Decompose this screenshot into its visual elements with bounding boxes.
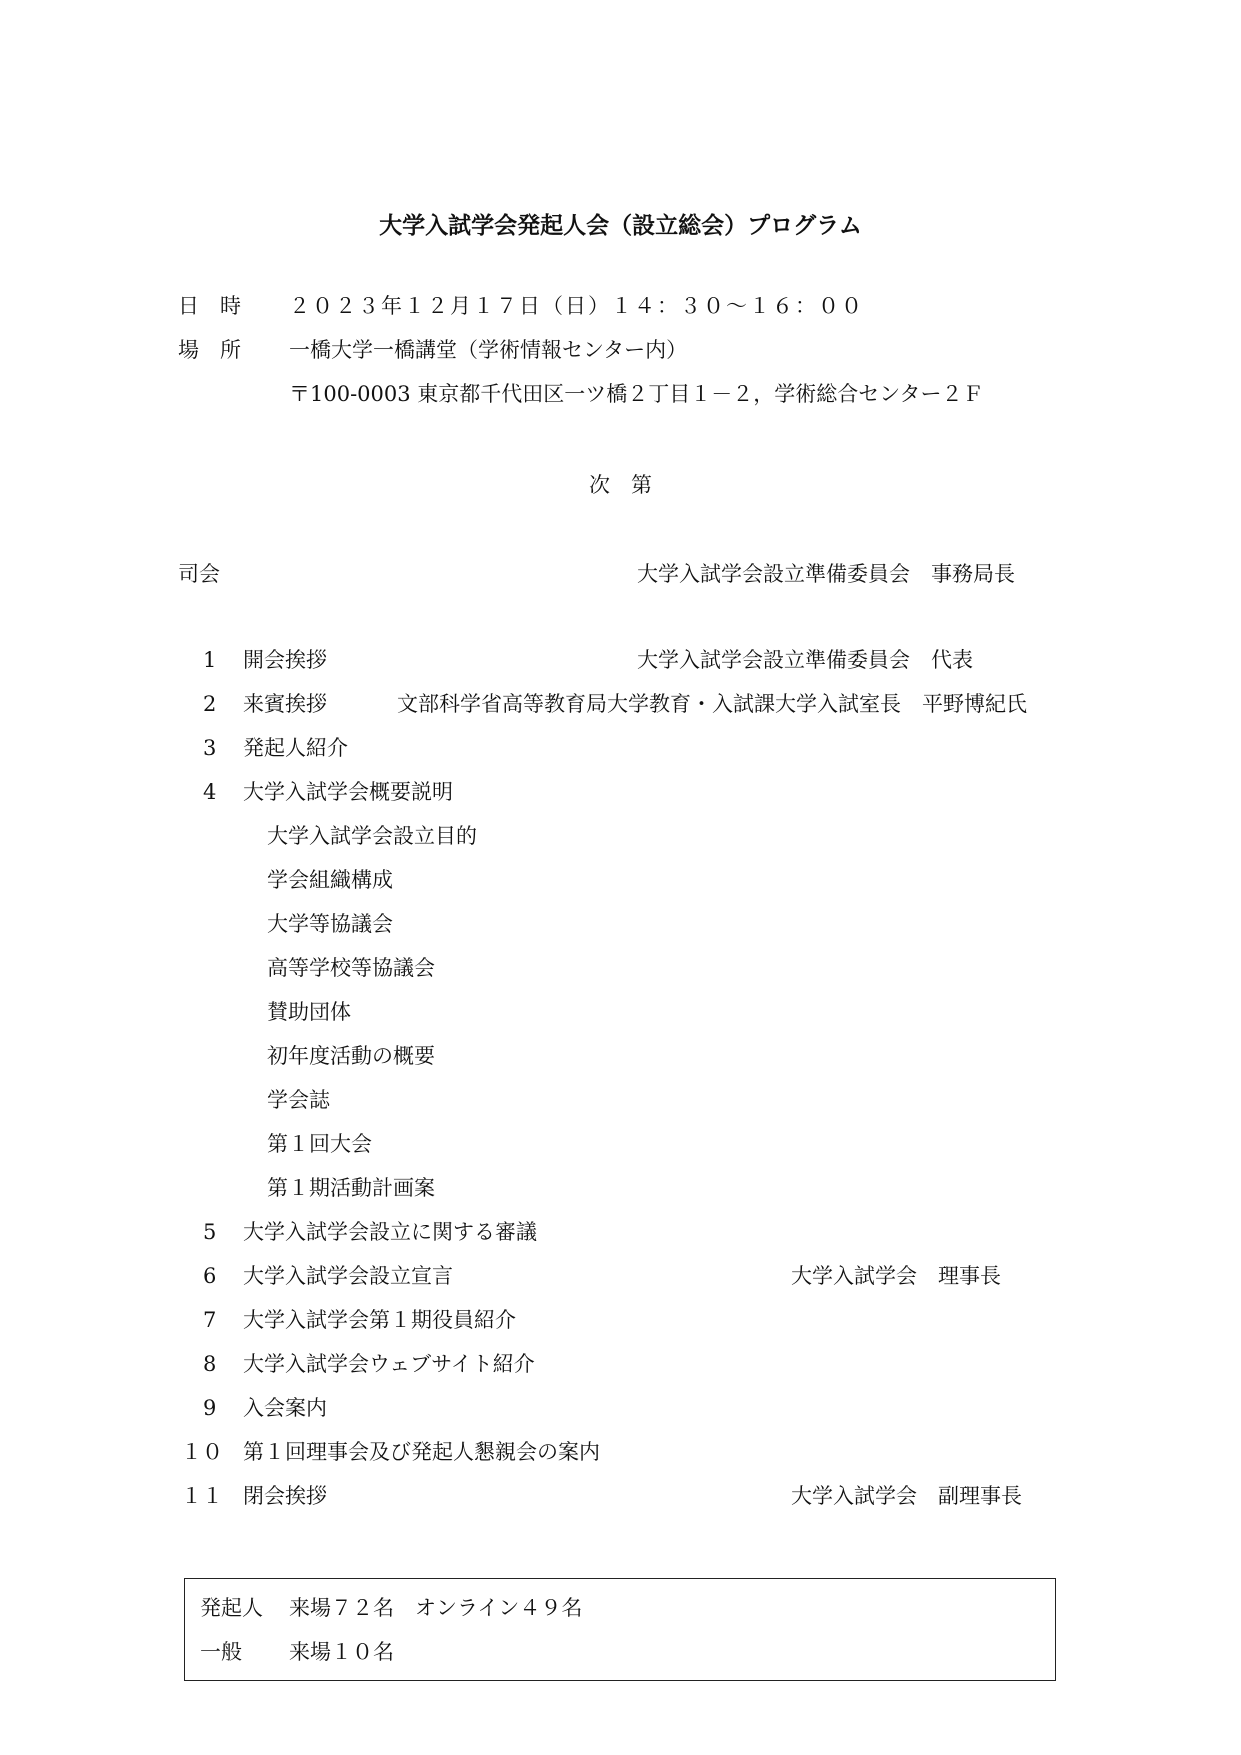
agenda-item-text: 来賓挨拶 xyxy=(243,692,327,716)
agenda-subitem: 第１期活動計画案 xyxy=(267,1176,435,1200)
agenda-item-number: 4 xyxy=(203,780,217,804)
agenda-item-number: 2 xyxy=(203,692,217,716)
agenda-item-text: 大学入試学会概要説明 xyxy=(243,780,453,804)
agenda-item-number: 5 xyxy=(203,1220,217,1244)
agenda-heading: 次 第 xyxy=(589,473,652,497)
agenda-item-text: 大学入試学会ウェブサイト紹介 xyxy=(243,1352,535,1376)
agenda-item-text: 大学入試学会第１期役員紹介 xyxy=(243,1308,516,1332)
place-address: 〒100-0003 東京都千代田区一ツ橋２丁目１－２，学術総合センター２Ｆ xyxy=(289,382,984,406)
agenda-item-number: 8 xyxy=(203,1352,217,1376)
agenda-subitem: 賛助団体 xyxy=(267,1000,351,1024)
agenda-item-text: 大学入試学会設立に関する審議 xyxy=(243,1220,537,1244)
agenda-item-text: 大学入試学会設立宣言 xyxy=(243,1264,453,1288)
agenda-subitem: 高等学校等協議会 xyxy=(267,956,435,980)
attendance-general-label: 一般 xyxy=(200,1640,242,1664)
attendance-box xyxy=(184,1578,1056,1681)
mc-label: 司会 xyxy=(178,562,220,586)
place-venue: 一橋大学一橋講堂（学術情報センター内） xyxy=(289,338,688,362)
agenda-subitem: 学会組織構成 xyxy=(267,868,393,892)
agenda-item-number: １０ xyxy=(181,1440,223,1464)
agenda-item-number: １１ xyxy=(181,1484,223,1508)
place-label: 場 所 xyxy=(178,338,241,362)
agenda-subitem: 初年度活動の概要 xyxy=(267,1044,435,1068)
agenda-item-person: 文部科学省高等教育局大学教育・入試課大学入試室長 平野博紀氏 xyxy=(397,692,1027,716)
agenda-item-person: 大学入試学会 理事長 xyxy=(791,1264,1001,1288)
agenda-item-person: 大学入試学会 副理事長 xyxy=(791,1484,1022,1508)
page-title: 大学入試学会発起人会（設立総会）プログラム xyxy=(379,212,862,239)
agenda-item-text: 開会挨拶 xyxy=(243,648,327,672)
agenda-item-text: 閉会挨拶 xyxy=(243,1484,327,1508)
mc-person: 大学入試学会設立準備委員会 事務局長 xyxy=(637,562,1015,586)
date-label: 日 時 xyxy=(178,294,241,318)
agenda-item-number: 7 xyxy=(203,1308,217,1332)
agenda-item-text: 入会案内 xyxy=(243,1396,327,1420)
agenda-item-person: 大学入試学会設立準備委員会 代表 xyxy=(637,648,973,672)
agenda-item-number: 1 xyxy=(203,648,217,672)
agenda-subitem: 第１回大会 xyxy=(267,1132,372,1156)
attendance-general-value: 来場１０名 xyxy=(289,1640,394,1664)
agenda-item-number: 3 xyxy=(203,736,217,760)
agenda-subitem: 大学等協議会 xyxy=(267,912,393,936)
date-value: ２０２３年１２月１７日（日）１４：３０～１６：００ xyxy=(289,294,864,318)
attendance-founders-value: 来場７２名 オンライン４９名 xyxy=(289,1596,583,1620)
attendance-founders-label: 発起人 xyxy=(200,1596,263,1620)
agenda-item-text: 発起人紹介 xyxy=(243,736,348,760)
agenda-subitem: 学会誌 xyxy=(267,1088,330,1112)
agenda-item-number: 6 xyxy=(203,1264,217,1288)
agenda-subitem: 大学入試学会設立目的 xyxy=(267,824,477,848)
agenda-item-text: 第１回理事会及び発起人懇親会の案内 xyxy=(243,1440,600,1464)
agenda-item-number: 9 xyxy=(203,1396,217,1420)
